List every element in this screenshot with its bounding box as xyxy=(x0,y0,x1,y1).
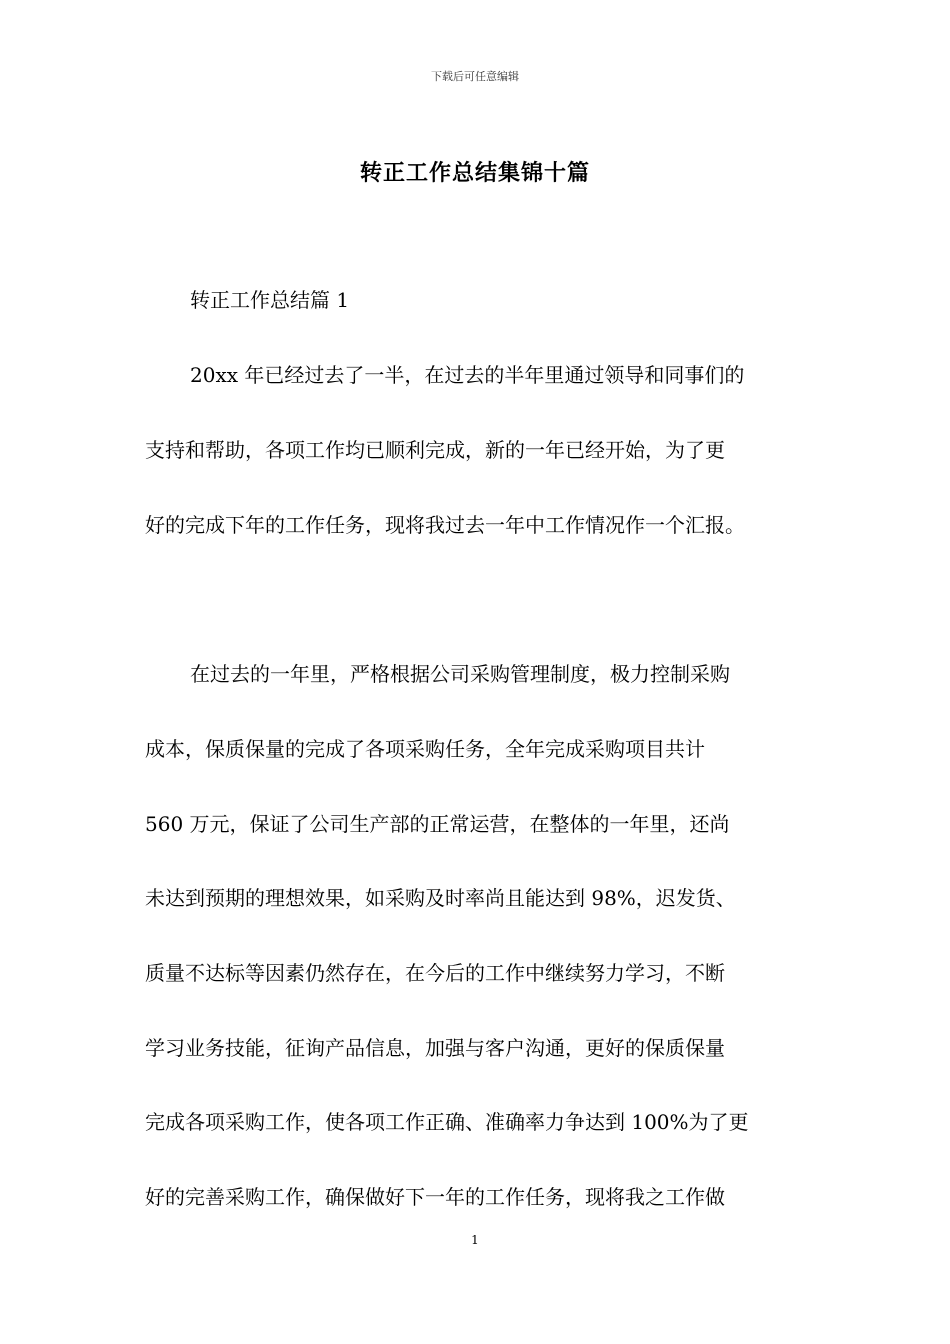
paragraph-line: 好的完成下年的工作任务，现将我过去一年中工作情况作一个汇报。 xyxy=(145,513,745,537)
paragraph-line: 质量不达标等因素仍然存在，在今后的工作中继续努力学习，不断 xyxy=(145,961,725,985)
paragraph-line: 支持和帮助，各项工作均已顺利完成，新的一年已经开始，为了更 xyxy=(145,438,725,462)
paragraph-line: 完成各项采购工作，使各项工作正确、准确率力争达到 100%为了更 xyxy=(145,1110,749,1134)
paragraph-line: 未达到预期的理想效果，如采购及时率尚且能达到 98%，迟发货、 xyxy=(145,886,736,910)
paragraph-line: 成本，保质保量的完成了各项采购任务，全年完成采购项目共计 xyxy=(145,737,705,761)
section-heading: 转正工作总结篇 1 xyxy=(190,288,350,312)
paragraph-line: 学习业务技能，征询产品信息，加强与客户沟通，更好的保质保量 xyxy=(145,1036,725,1060)
paragraph-line: 好的完善采购工作，确保做好下一年的工作任务，现将我之工作做 xyxy=(145,1185,725,1209)
document-title: 转正工作总结集锦十篇 xyxy=(359,160,590,186)
paragraph-line: 20xx 年已经过去了一半，在过去的半年里通过领导和同事们的 xyxy=(190,363,745,387)
page-number: 1 xyxy=(471,1233,479,1247)
paragraph-line: 560 万元，保证了公司生产部的正常运营，在整体的一年里，还尚 xyxy=(145,812,730,836)
paragraph-line: 在过去的一年里，严格根据公司采购管理制度，极力控制采购 xyxy=(190,662,730,686)
header-note: 下载后可任意编辑 xyxy=(431,70,519,83)
